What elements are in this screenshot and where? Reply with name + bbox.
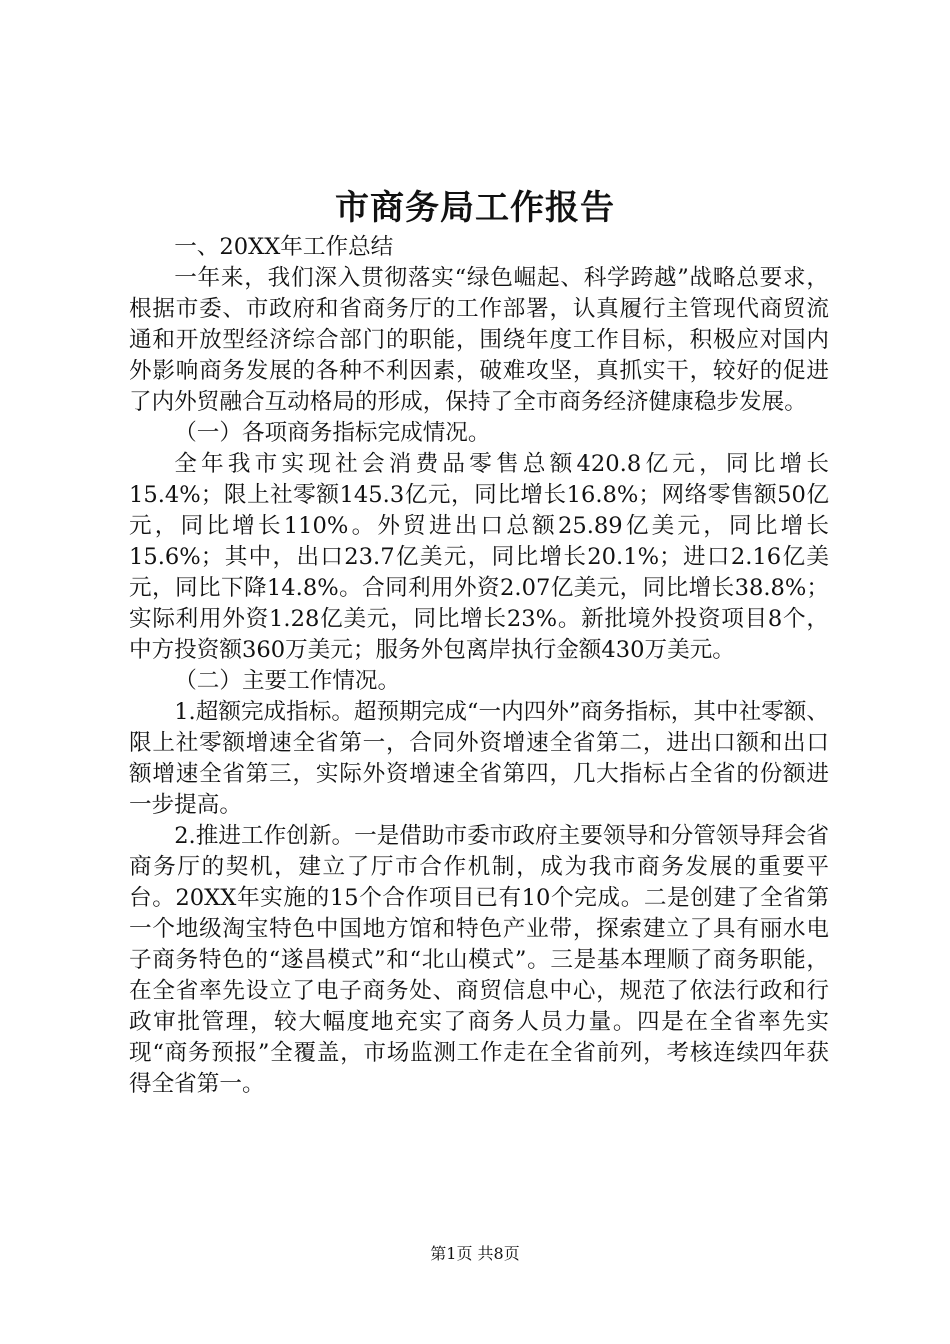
document-title: 市商务局工作报告	[335, 188, 615, 228]
subsection-heading-1: （一）各项商务指标完成情况。	[174, 420, 491, 446]
page-number-footer: 第1页 共8页	[430, 1244, 520, 1263]
paragraph-indicators: 全年我市实现社会消费品零售总额420.8亿元，同比增长15.4%；限上社零额145.3亿元，同比增长16.8%；网络零售额50亿元，同比增长110%。外贸进出口总额25.89亿美元，同比增长15.6%；其中，出口23.7亿美元，同比增长20.1%；进口2.16亿美元，同比下降14.8%。合同利用外资2.07亿美元，同比增长38.8%；实际利用外资1.28亿美元，同比增长23%。新批境外投资项目8个，中方投资额360万美元；服务外包离岸执行金额430万美元。	[129, 451, 829, 663]
section-heading-1: 一、20XX年工作总结	[174, 234, 394, 260]
document-body	[129, 232, 829, 1100]
paragraph-item-2: 2.推进工作创新。一是借助市委市政府主要领导和分管领导拜会省商务厅的契机，建立了厅市合作机制，成为我市商务发展的重要平台。20XX年实施的15个合作项目已有10个完成。二是创建了全省第一个地级淘宝特色中国地方馆和特色产业带，探索建立了具有丽水电子商务特色的“遂昌模式”和“北山模式”。三是基本理顺了商务职能，在全省率先设立了电子商务处、商贸信息中心，规范了依法行政和行政审批管理，较大幅度地充实了商务人员力量。四是在全省率先实现“商务预报”全覆盖，市场监测工作走在全省前列，考核连续四年获得全省第一。	[129, 823, 829, 1097]
subsection-heading-2: （二）主要工作情况。	[174, 668, 401, 694]
paragraph-overview: 一年来，我们深入贯彻落实“绿色崛起、科学跨越”战略总要求，根据市委、市政府和省商务厅的工作部署，认真履行主管现代商贸流通和开放型经济综合部门的职能，围绕年度工作目标，积极应对国内外影响商务发展的各种不利因素，破难攻坚，真抓实干，较好的促进了内外贸融合互动格局的形成，保持了全市商务经济健康稳步发展。	[129, 265, 829, 415]
paragraph-item-1: 1.超额完成指标。超预期完成“一内四外”商务指标，其中社零额、限上社零额增速全省第一，合同外资增速全省第二，进出口额和出口额增速全省第三，实际外资增速全省第四，几大指标占全省的份额进一步提高。	[129, 699, 829, 818]
